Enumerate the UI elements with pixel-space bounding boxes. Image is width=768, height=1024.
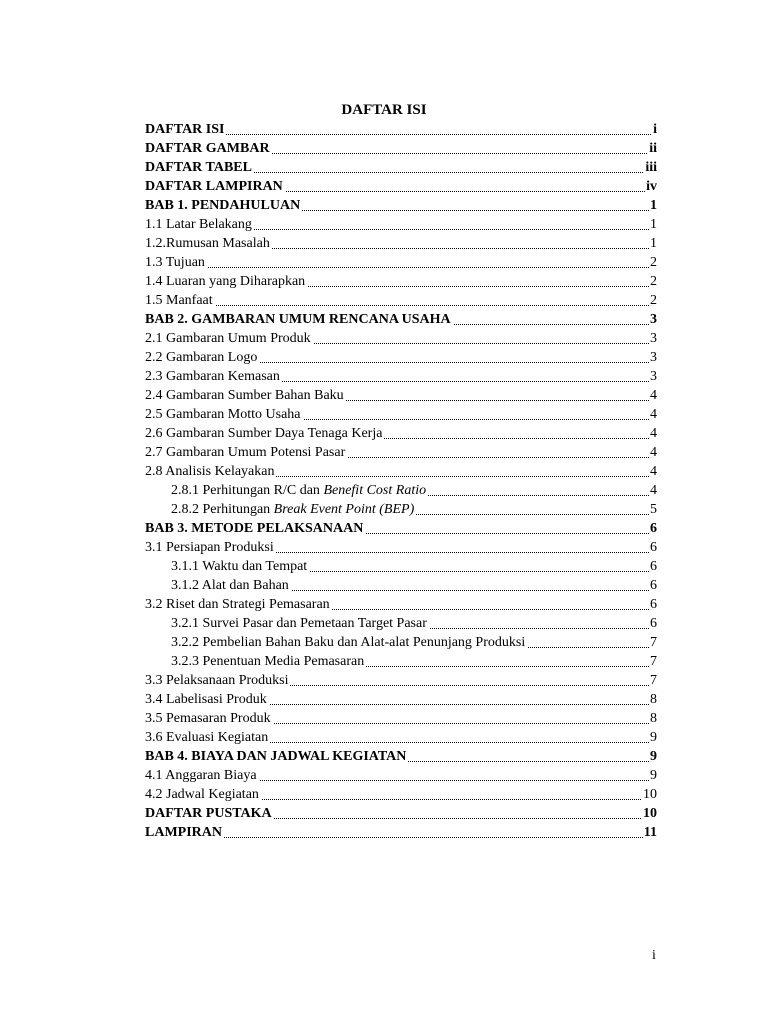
- toc-entry-label: [145, 538, 276, 557]
- toc-entry[interactable]: [145, 785, 657, 804]
- toc-entry-text: 3.3 Pelaksanaan Produksi: [145, 673, 289, 688]
- toc-entry[interactable]: [145, 747, 657, 766]
- toc-entry-text: BAB 1. PENDAHULUAN: [145, 198, 301, 213]
- toc-entry-page: 3: [650, 350, 657, 365]
- toc-entry-page: i: [653, 122, 657, 137]
- toc-entry-text: 3.4 Labelisasi Produk: [145, 692, 267, 707]
- toc-entry-text: 1.1 Latar Belakang: [145, 217, 252, 232]
- toc-entry[interactable]: [145, 424, 657, 443]
- toc-entry-text: DAFTAR LAMPIRAN: [145, 179, 283, 194]
- toc-entry[interactable]: [145, 291, 657, 310]
- toc-entry-text: 4.1 Anggaran Biaya: [145, 768, 257, 783]
- toc-entry-page: 6: [650, 616, 657, 631]
- toc-entry-page: 1: [650, 217, 657, 232]
- toc-entry-label: [145, 481, 428, 500]
- toc-entry[interactable]: [145, 804, 657, 823]
- toc-entry-text: 3.2.1 Survei Pasar dan Pemetaan Target Pasar: [171, 616, 427, 631]
- toc-entry[interactable]: [145, 405, 657, 424]
- toc-entry[interactable]: [145, 234, 657, 253]
- toc-entry[interactable]: [145, 253, 657, 272]
- toc-entry[interactable]: [145, 443, 657, 462]
- toc-entry-page: iii: [645, 160, 657, 175]
- toc-entry-page: 2: [650, 274, 657, 289]
- toc-entry[interactable]: [145, 633, 657, 652]
- toc-entry-text: 2.8.2 Perhitungan: [171, 502, 274, 517]
- toc-entry-text: 3.2.3 Penentuan Media Pemasaran: [171, 654, 365, 669]
- toc-entry-label: [145, 139, 272, 158]
- toc-entry-label: [145, 747, 408, 766]
- toc-entry-page: 9: [650, 749, 657, 764]
- toc-entry-page: 3: [650, 369, 657, 384]
- toc-entry-page: ii: [649, 141, 657, 156]
- toc-entry-text: 1.3 Tujuan: [145, 255, 205, 270]
- dot-leader: [145, 303, 657, 306]
- toc-entry-page: 2: [650, 255, 657, 270]
- toc-entry-text: BAB 3. METODE PELAKSANAAN: [145, 521, 364, 536]
- toc-entry-page: 10: [643, 787, 657, 802]
- toc-entry-page: 7: [650, 673, 657, 688]
- toc-entry-page: 6: [650, 521, 657, 536]
- toc-entry-label: [145, 804, 274, 823]
- toc-entry-page: 4: [650, 445, 657, 460]
- toc-entry-page: iv: [646, 179, 657, 194]
- toc-entry-text: 4.2 Jadwal Kegiatan: [145, 787, 259, 802]
- toc-entry[interactable]: [145, 595, 657, 614]
- toc-entry-label: [145, 709, 273, 728]
- toc-entry-text: 2.1 Gambaran Umum Produk: [145, 331, 311, 346]
- toc-entry-label: [145, 367, 282, 386]
- toc-entry-label: [145, 177, 285, 196]
- toc-entry-page: 4: [650, 483, 657, 498]
- toc-entry-label: [145, 633, 527, 652]
- toc-entry-label: [145, 348, 259, 367]
- toc-entry-text: 2.8 Analisis Kelayakan: [145, 464, 275, 479]
- toc-entry-label: [145, 120, 226, 139]
- toc-entry-label: [145, 823, 224, 842]
- toc-entry-italic-text: Benefit Cost Ratio: [323, 483, 427, 498]
- toc-entry-text: 1.5 Manfaat: [145, 293, 213, 308]
- toc-entry-page: 9: [650, 768, 657, 783]
- toc-entry[interactable]: [145, 538, 657, 557]
- toc-entry-label: [145, 652, 366, 671]
- toc-entry[interactable]: [145, 614, 657, 633]
- toc-entry[interactable]: [145, 348, 657, 367]
- toc-entry-label: [145, 310, 453, 329]
- toc-entry[interactable]: [145, 500, 657, 519]
- toc-entry[interactable]: [145, 386, 657, 405]
- toc-entry-label: [145, 690, 269, 709]
- toc-entry-page: 10: [643, 806, 657, 821]
- toc-entry-label: [145, 785, 261, 804]
- toc-entry[interactable]: [145, 823, 657, 842]
- toc-entry[interactable]: [145, 139, 657, 158]
- toc-entry-page: 4: [650, 388, 657, 403]
- toc-entry-page: 9: [650, 730, 657, 745]
- toc-entry-page: 6: [650, 597, 657, 612]
- toc-entry-label: [145, 519, 365, 538]
- toc-entry-text: 3.1.2 Alat dan Bahan: [171, 578, 289, 593]
- toc-entry-page: 8: [650, 692, 657, 707]
- table-of-contents: [145, 120, 657, 842]
- toc-entry-label: [145, 196, 302, 215]
- toc-entry-text: 1.2.Rumusan Masalah: [145, 236, 270, 251]
- toc-entry-text: 2.3 Gambaran Kemasan: [145, 369, 280, 384]
- toc-entry-label: [145, 557, 309, 576]
- toc-entry[interactable]: [145, 557, 657, 576]
- toc-entry-text: 2.8.1 Perhitungan R/C dan: [171, 483, 324, 498]
- toc-entry-text: 2.7 Gambaran Umum Potensi Pasar: [145, 445, 346, 460]
- toc-entry-page: 4: [650, 426, 657, 441]
- toc-entry-page: 4: [650, 464, 657, 479]
- toc-entry-label: [145, 614, 429, 633]
- toc-entry[interactable]: [145, 709, 657, 728]
- toc-entry-text: 2.6 Gambaran Sumber Daya Tenaga Kerja: [145, 426, 383, 441]
- toc-entry-label: [145, 272, 307, 291]
- toc-entry-page: 11: [643, 825, 657, 840]
- toc-entry-page: 2: [650, 293, 657, 308]
- toc-entry-page: 7: [650, 635, 657, 650]
- toc-entry-label: [145, 728, 270, 747]
- toc-entry-label: [145, 158, 254, 177]
- toc-entry-label: [145, 500, 416, 519]
- toc-entry-label: [145, 386, 346, 405]
- toc-entry-text: LAMPIRAN: [145, 825, 222, 840]
- toc-entry-label: [145, 405, 303, 424]
- toc-entry-label: [145, 253, 207, 272]
- toc-entry-page: 1: [650, 198, 657, 213]
- toc-entry-label: [145, 766, 259, 785]
- toc-entry-page: 7: [650, 654, 657, 669]
- toc-entry-text: BAB 2. GAMBARAN UMUM RENCANA USAHA: [145, 312, 451, 327]
- toc-entry-label: [145, 234, 272, 253]
- toc-entry-label: [145, 424, 384, 443]
- toc-entry[interactable]: [145, 158, 657, 177]
- toc-entry-label: [145, 576, 291, 595]
- toc-entry[interactable]: [145, 120, 657, 139]
- toc-entry[interactable]: [145, 367, 657, 386]
- toc-entry[interactable]: [145, 481, 657, 500]
- toc-entry-text: 2.2 Gambaran Logo: [145, 350, 258, 365]
- toc-entry-page: 4: [650, 407, 657, 422]
- toc-entry[interactable]: [145, 690, 657, 709]
- toc-entry-page: 6: [650, 559, 657, 574]
- toc-entry-text: 3.6 Evaluasi Kegiatan: [145, 730, 269, 745]
- page-number: i: [652, 948, 656, 963]
- toc-entry[interactable]: [145, 196, 657, 215]
- toc-entry[interactable]: [145, 728, 657, 747]
- toc-entry-text: 3.1 Persiapan Produksi: [145, 540, 274, 555]
- toc-entry[interactable]: [145, 671, 657, 690]
- toc-entry[interactable]: [145, 177, 657, 196]
- toc-entry-italic-text: Break Event Point (BEP): [273, 502, 415, 517]
- toc-entry[interactable]: [145, 766, 657, 785]
- toc-entry-label: [145, 595, 332, 614]
- toc-entry-text: 3.2.2 Pembelian Bahan Baku dan Alat-alat Penunjang Produksi: [171, 635, 526, 650]
- toc-entry-text: 2.4 Gambaran Sumber Bahan Baku: [145, 388, 344, 403]
- toc-entry-page: 1: [650, 236, 657, 251]
- toc-entry-label: [145, 215, 254, 234]
- toc-entry-text: 3.5 Pemasaran Produk: [145, 711, 271, 726]
- toc-entry-text: DAFTAR ISI: [145, 122, 225, 137]
- toc-entry-text: 3.2 Riset dan Strategi Pemasaran: [145, 597, 330, 612]
- toc-entry-text: DAFTAR TABEL: [145, 160, 252, 175]
- toc-entry[interactable]: [145, 652, 657, 671]
- toc-entry-page: 6: [650, 578, 657, 593]
- toc-entry-page: 5: [650, 502, 657, 517]
- toc-entry-text: 1.4 Luaran yang Diharapkan: [145, 274, 306, 289]
- toc-entry-label: [145, 671, 290, 690]
- toc-entry-text: 2.5 Gambaran Motto Usaha: [145, 407, 301, 422]
- toc-entry[interactable]: [145, 215, 657, 234]
- toc-entry-text: BAB 4. BIAYA DAN JADWAL KEGIATAN: [145, 749, 407, 764]
- page-title: DAFTAR ISI: [341, 102, 427, 118]
- toc-entry-label: [145, 443, 347, 462]
- dot-leader: [145, 265, 657, 268]
- toc-entry[interactable]: [145, 272, 657, 291]
- toc-entry[interactable]: [145, 462, 657, 481]
- toc-entry[interactable]: [145, 329, 657, 348]
- toc-entry-label: [145, 329, 313, 348]
- toc-entry[interactable]: [145, 310, 657, 329]
- toc-entry-text: 3.1.1 Waktu dan Tempat: [171, 559, 308, 574]
- toc-entry-page: 6: [650, 540, 657, 555]
- toc-entry-text: DAFTAR PUSTAKA: [145, 806, 272, 821]
- toc-entry[interactable]: [145, 519, 657, 538]
- toc-entry-label: [145, 462, 276, 481]
- toc-entry-label: [145, 291, 215, 310]
- toc-entry-text: DAFTAR GAMBAR: [145, 141, 270, 156]
- toc-entry-page: 3: [650, 312, 657, 327]
- toc-entry-page: 8: [650, 711, 657, 726]
- toc-entry[interactable]: [145, 576, 657, 595]
- toc-entry-page: 3: [650, 331, 657, 346]
